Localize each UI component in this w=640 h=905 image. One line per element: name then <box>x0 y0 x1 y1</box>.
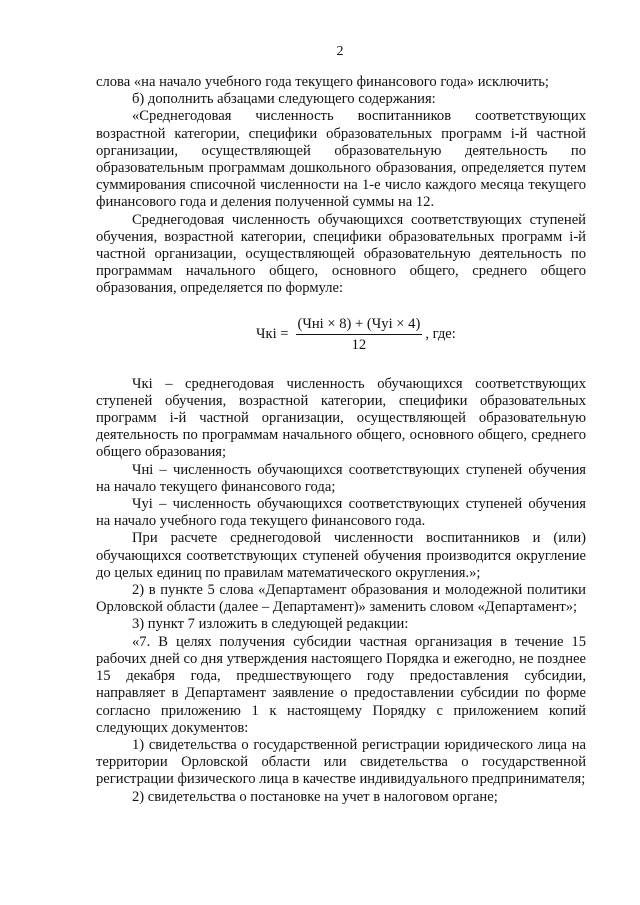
formula-denominator: 12 <box>351 336 367 353</box>
paragraph: 1) свидетельства о государственной регистрации юридического лица на территории Орловской области или свидетельства о государственной регистрации физического лица в качестве индивидуального предпринимателя; <box>96 736 586 788</box>
document-body <box>96 74 586 806</box>
paragraph: слова «на начало учебного года текущего финансового года» исключить; <box>96 74 549 90</box>
formula-lhs: Чкi = <box>256 326 289 343</box>
paragraph: Среднегодовая численность обучающихся соответствующих ступеней обучения, возрастной категории, специфики образовательных программ i-й частной организации, осуществляющей образовательную деятельность по программам начального общего, основного общего, среднего общего образования, определяется по формуле: <box>96 211 586 297</box>
formula-fraction <box>296 316 423 354</box>
paragraph: «Среднегодовая численность воспитанников соответствующих возрастной категории, специфики образовательных программ i-й частной организации, осуществляющей образовательную деятельность по образовательным программам дошкольного образования, определяется путем суммирования списочной численности на 1-е число каждого месяца текущего финансового года и деления полученной суммы на 12. <box>96 108 586 211</box>
formula <box>96 304 586 370</box>
paragraph: Чуi – численность обучающихся соответствующих ступеней обучения на начало учебного года текущего финансового года. <box>96 496 586 530</box>
paragraph: Чнi – численность обучающихся соответствующих ступеней обучения на начало текущего финансового года; <box>96 461 586 495</box>
paragraph: «7. В целях получения субсидии частная организация в течение 15 рабочих дней со дня утверждения настоящего Порядка и ежегодно, не позднее 15 декабря года, предшествующего году предоставления субсидии, направляет в Департамент заявление о предоставлении субсидии по форме согласно приложению 1 к настоящему Порядку с приложением копий следующих документов: <box>96 633 586 736</box>
paragraph: 2) свидетельства о постановке на учет в налоговом органе; <box>132 788 498 805</box>
formula-suffix: , где: <box>425 326 456 343</box>
page-number: 2 <box>336 44 344 59</box>
paragraph: 3) пункт 7 изложить в следующей редакции: <box>132 616 409 633</box>
paragraph: При расчете среднегодовой численности воспитанников и (или) обучающихся соответствующих ступеней обучения производится округление до целых единиц по правилам математического округления.»; <box>96 530 586 581</box>
paragraph: 2) в пункте 5 слова «Департамент образования и молодежной политики Орловской области (далее – Департамент)» заменить словом «Департамент»; <box>96 582 586 616</box>
paragraph: Чкi – среднегодовая численность обучающихся соответствующих ступеней обучения, возрастной категории, специфики образовательных программ i-й частной организации, осуществляющей образовательную деятельность по программам начального общего, основного общего, среднего общего образования; <box>96 375 586 461</box>
formula-numerator: (Чнi × 8) + (Чуi × 4) <box>296 316 423 335</box>
paragraph: б) дополнить абзацами следующего содержания: <box>132 91 436 108</box>
formula-expression <box>256 316 456 354</box>
